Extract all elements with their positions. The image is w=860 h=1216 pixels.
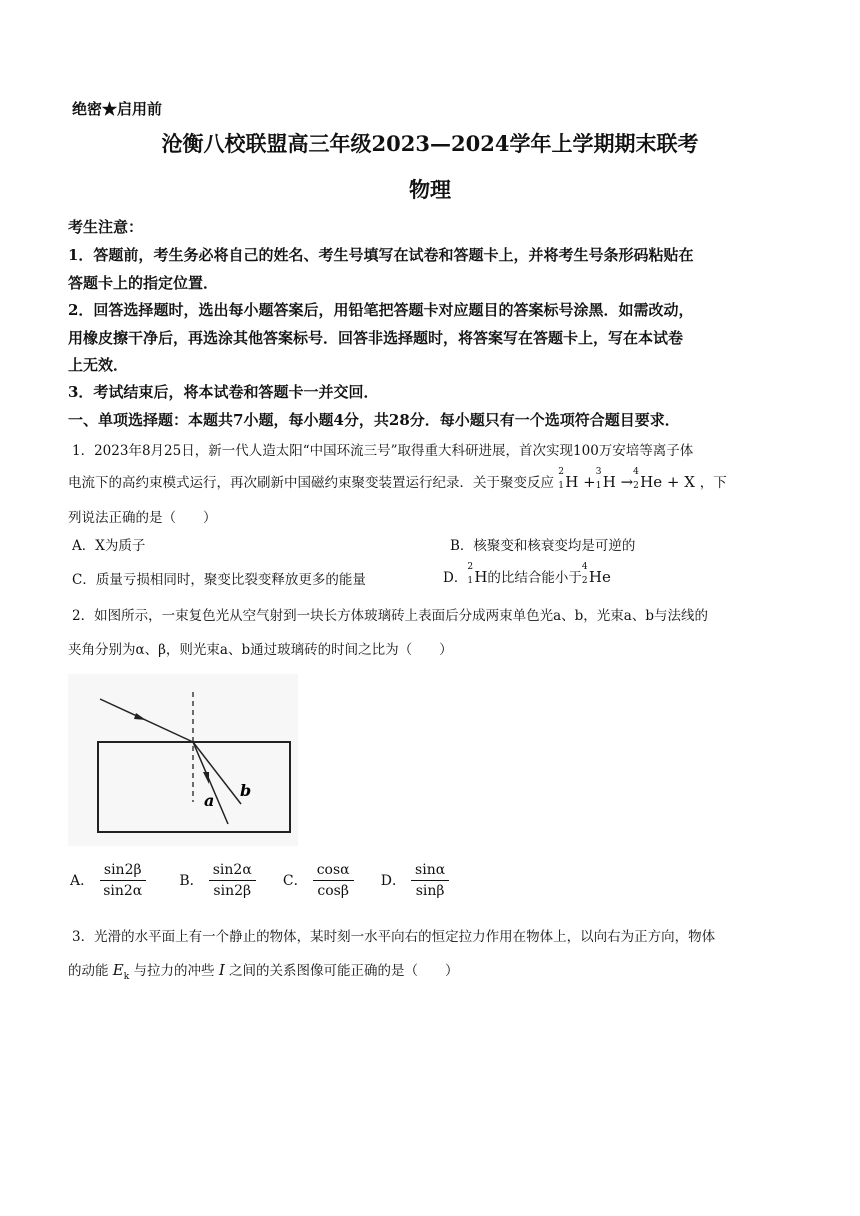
q1-line-2-text: 电流下的高约束模式运行，再次刷新中国磁约束聚变装置运行纪录．关于聚变反应 [68, 475, 554, 491]
label-b: b [240, 781, 252, 800]
q2-option-a-fraction: $\frac{\sin 2\beta}{\sin 2\alpha}$ [99, 862, 146, 899]
q2-option-d-fraction: $\frac{\sin\alpha}{\sin\beta}$ [411, 862, 449, 899]
note-2-line-1: 2．回答选择题时，选出每小题答案后，用铅笔把答题卡对应题目的答案标号涂黑．如需改动， [68, 301, 694, 319]
q2-line-1: 2．如图所示，一束复色光从空气射到一块长方体玻璃砖上表面后分成两束单色光a、b，光束a、b与法线的 [72, 608, 708, 624]
exam-title: 沧衡八校联盟高三年级2023—2024学年上学期期末联考 [161, 131, 699, 156]
q2-options [70, 862, 449, 899]
q2-option-b-label: B． [179, 873, 204, 889]
q3-line-2: 的动能 $E_k$ 与拉力的冲些 I 之间的关系图像可能正确的是（ ） [68, 961, 459, 982]
note-2-line-2: 用橡皮擦干净后，再选涂其他答案标号．回答非选择题时，将答案写在答题卡上，写在本试卷 [68, 329, 684, 347]
q3-line-1: 3．光滑的水平面上有一个静止的物体，某时刻一水平向右的恒定拉力作用在物体上，以向右为正方向，物体 [72, 929, 716, 945]
notes-heading: 考生注意： [68, 218, 144, 236]
q1-option-a: A．X为质子 [72, 538, 146, 554]
q1-line-2-suffix: ，下 [699, 475, 727, 491]
q1-option-d: D． 2 1 H的比结合能小于 4 2 He [443, 562, 611, 586]
subject-title: 物理 [409, 177, 451, 202]
q2-option-c-fraction: $\frac{\cos\alpha}{\cos\beta}$ [313, 862, 354, 899]
section-1-heading: 一、单项选择题：本题共7小题，每小题4分，共28分．每小题只有一个选项符合题目要求． [68, 411, 680, 429]
q1-line-3: 列说法正确的是（ ） [68, 510, 217, 526]
q2-line-2: 夹角分别为α、β，则光束a、b通过玻璃砖的时间之比为（ ） [68, 642, 453, 658]
note-1-line-2: 答题卡上的指定位置． [68, 274, 219, 292]
fusion-equation: 2 1 H + 3 1 H → 4 2 He + X [558, 467, 695, 491]
q2-option-a-label: A． [70, 873, 95, 889]
q1-line-2 [68, 467, 727, 491]
note-1-line-1: 1．答题前，考生务必将自己的姓名、考生号填写在试卷和答题卡上，并将考生号条形码粘贴在 [68, 246, 694, 264]
impulse-symbol: I [218, 961, 225, 979]
q1-option-b: B．核聚变和核衰变均是可逆的 [450, 538, 636, 554]
q1-option-c: C．质量亏损相同时，聚变比裂变释放更多的能量 [72, 572, 366, 588]
q2-option-b-fraction: $\frac{\sin 2\alpha}{\sin 2\beta}$ [209, 862, 256, 899]
q2-option-c-label: C． [282, 873, 308, 889]
q2-option-d-label: D． [380, 873, 406, 889]
note-3: 3．考试结束后，将本试卷和答题卡一并交回． [68, 383, 379, 401]
secret-label: 绝密★启用前 [72, 100, 163, 118]
ek-symbol: $E_k$ [112, 961, 130, 982]
label-a: a [204, 791, 215, 810]
q1-line-1: 1．2023年8月25日，新一代人造太阳“中国环流三号”取得重大科研进展，首次实现100万安培等离子体 [72, 443, 694, 459]
note-2-line-3: 上无效． [68, 356, 129, 374]
glass-brick-figure [68, 674, 298, 846]
